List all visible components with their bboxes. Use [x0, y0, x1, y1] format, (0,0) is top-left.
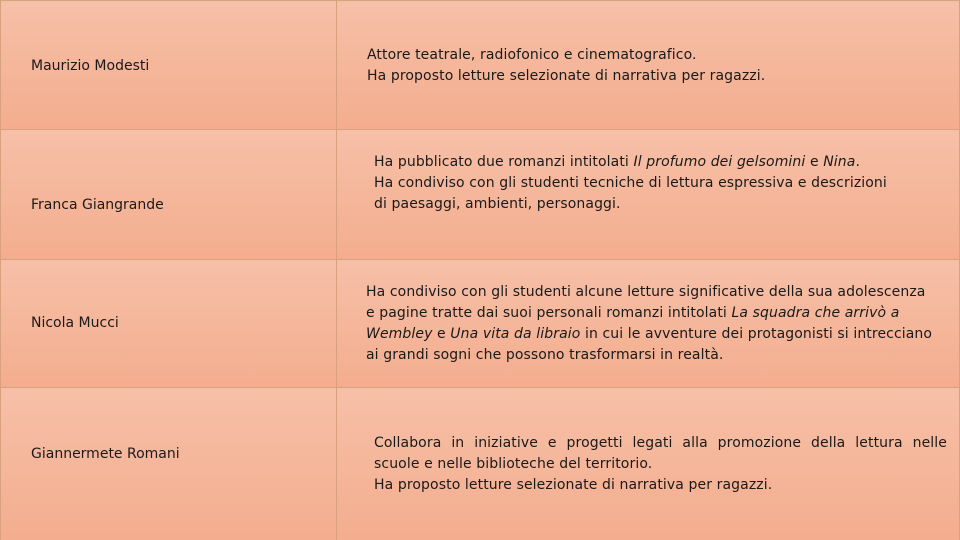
author-name: Nicola Mucci — [31, 315, 119, 331]
name-cell — [0, 260, 337, 388]
author-name: Maurizio Modesti — [31, 58, 150, 74]
description-line — [366, 324, 932, 345]
description-line: Ha proposto letture selezionate di narrativa per ragazzi. — [367, 68, 766, 84]
text-span: e pagine tratte dai suoi personali romanzi intitolati — [366, 305, 732, 321]
table-row — [0, 130, 960, 260]
author-description — [374, 152, 887, 215]
description-cell — [337, 260, 960, 388]
description-line: di paesaggi, ambienti, personaggi. — [374, 196, 621, 212]
book-title: La squadra che arrivò a — [731, 305, 900, 321]
description-cell — [337, 388, 960, 540]
description-cell — [337, 0, 960, 130]
description-line: scuole e nelle biblioteche del territorio. — [374, 456, 653, 472]
author-name: Franca Giangrande — [31, 197, 164, 213]
description-line: ai grandi sogni che possono trasformarsi in realtà. — [366, 347, 724, 363]
description-line — [374, 152, 887, 173]
author-name: Giannermete Romani — [31, 446, 180, 462]
text-span: e — [805, 154, 824, 170]
text-span: . — [855, 154, 860, 170]
text-span: e — [432, 326, 451, 342]
table-row — [0, 260, 960, 388]
name-cell — [0, 0, 337, 130]
description-cell — [337, 130, 960, 260]
description-line: Attore teatrale, radiofonico e cinematografico. — [367, 47, 697, 63]
text-span: in cui le avventure dei protagonisti si intrecciano — [580, 326, 933, 342]
table-row — [0, 388, 960, 540]
description-line: Ha condiviso con gli studenti tecniche di lettura espressiva e descrizioni — [374, 175, 887, 191]
book-title: Nina — [823, 154, 856, 170]
book-title: Wembley — [366, 326, 433, 342]
description-line — [366, 303, 932, 324]
author-description — [366, 282, 932, 366]
text-span: Ha pubblicato due romanzi intitolati — [374, 154, 634, 170]
author-description — [367, 45, 765, 87]
author-description — [374, 433, 947, 496]
name-cell — [0, 388, 337, 540]
name-cell — [0, 130, 337, 260]
description-line: Ha condiviso con gli studenti alcune letture significative della sua adolescenza — [366, 284, 926, 300]
description-line: Ha proposto letture selezionate di narrativa per ragazzi. — [374, 477, 773, 493]
description-line: Collabora in iniziative e progetti legati alla promozione della lettura nelle — [374, 435, 947, 451]
table-row — [0, 0, 960, 130]
book-title: Una vita da libraio — [450, 326, 581, 342]
book-title: Il profumo dei gelsomini — [633, 154, 806, 170]
